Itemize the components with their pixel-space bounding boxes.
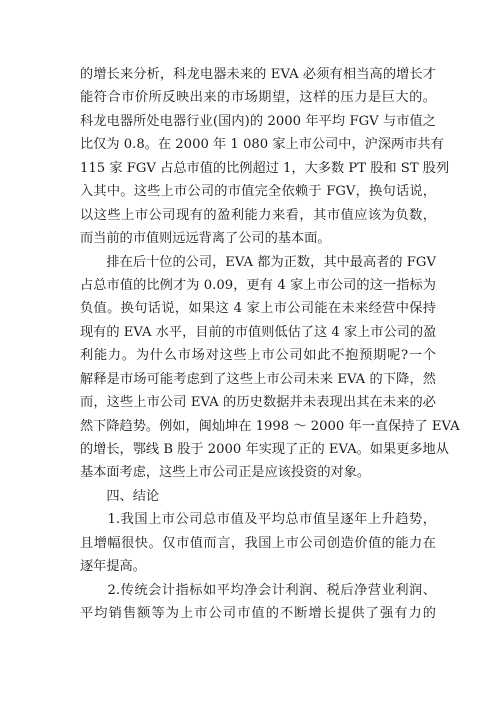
text-line: 逐年提高。 (80, 559, 146, 575)
text-line: 负值。换句话说，如果这 4 家上市公司能在未来经营中保持 (80, 301, 436, 317)
document-body (80, 63, 460, 626)
text-line: 比仅为 0.8。在 2000 年 1 080 家上市公司中，沪深两市共有 (80, 137, 444, 153)
text-line: 现有的 EVA 水平，目前的市值则低估了这 4 家上市公司的盈 (80, 324, 437, 340)
text-line: 利能力。为什么市场对这些上市公司如此不抱预期呢?一个 (80, 348, 436, 364)
text-line: 的增长，鄂线 B 股于 2000 年实现了正的 EVA。如果更多地从 (80, 442, 449, 457)
text-line: 基本面考虑，这些上市公司正是应该投资的对象。 (80, 465, 371, 481)
text-line: 而当前的市值则远远背离了公司的基本面。 (80, 231, 331, 247)
text-line: 平均销售额等为上市公司市值的不断增长提供了强有力的 (80, 606, 436, 622)
text-line: 115 家 FGV 占总市值的比例超过 1，大多数 PT 股和 ST 股列 (80, 160, 450, 176)
text-line: 2.传统会计指标如平均净会计利润、税后净营业利润、 (80, 582, 436, 598)
text-line: 解释是市场可能考虑到了这些上市公司未来 EVA 的下降，然 (80, 371, 436, 387)
text-line: 排在后十位的公司，EVA 都为正数，其中最高者的 FGV (80, 254, 436, 270)
text-line: 的增长来分析，科龙电器未来的 EVA 必须有相当高的增长才 (80, 67, 436, 82)
text-line: 1.我国上市公司总市值及平均总市值呈逐年上升趋势， (80, 512, 436, 528)
text-line: 然下降趋势。例如，闽灿坤在 1998 ～ 2000 年一直保持了 EVA (80, 418, 460, 434)
text-line: 而，这些上市公司 EVA 的历史数据并未表现出其在未来的必 (80, 395, 436, 411)
text-line: 以这些上市公司现有的盈利能力来看，其市值应该为负数， (80, 207, 436, 223)
text-line: 入其中。这些上市公司的市值完全依赖于 FGV，换句话说， (80, 184, 436, 200)
text-line: 且增幅很快。仅市值而言，我国上市公司创造价值的能力在 (80, 535, 436, 551)
text-line: 科龙电器所处电器行业(国内)的 2000 年平均 FGV 与市值之 (80, 113, 436, 129)
section-heading: 四、结论 (80, 488, 160, 504)
text-line: 占总市值的比例才为 0.09，更有 4 家上市公司的这一指标为 (80, 277, 436, 293)
text-line: 能符合市价所反映出来的市场期望，这样的压力是巨大的。 (80, 90, 436, 106)
